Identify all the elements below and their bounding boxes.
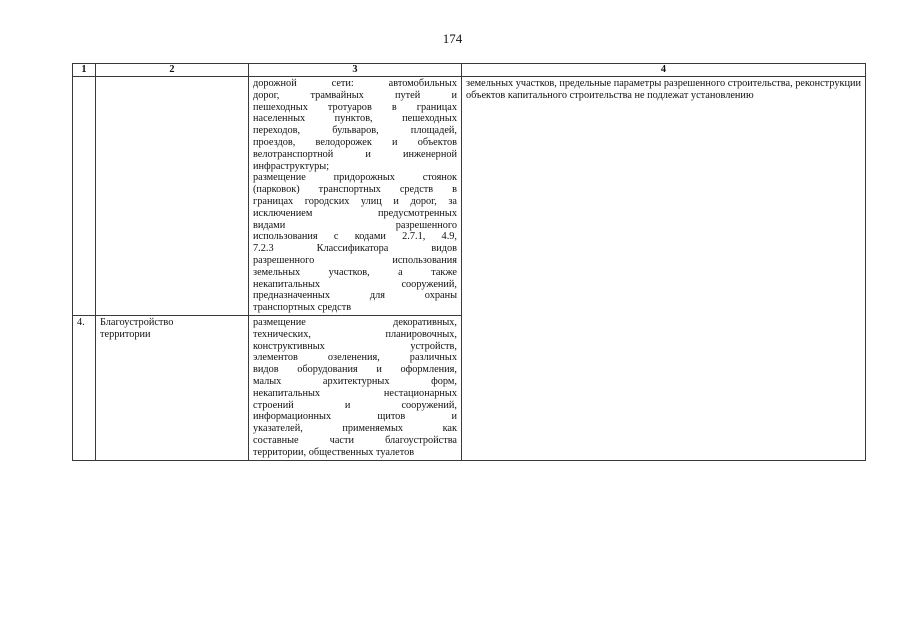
text-line: некапитальных нестационарных <box>253 387 457 399</box>
use-type-name-line: территории <box>100 328 151 340</box>
text-line: границах городских улиц и дорог, за <box>253 195 457 207</box>
parameters-cell: земельных участков, предельные параметры разрешенного строительства, реконструкции объектов капитального строительства не подлежат установлению <box>462 77 866 461</box>
text-line: предназначенных для охраны <box>253 290 457 302</box>
text-line: земельных участков, а также <box>253 266 457 278</box>
table-row-continued <box>73 77 866 316</box>
row-number: 4. <box>73 315 96 460</box>
text-line: территории, общественных туалетов <box>253 446 415 458</box>
text-line: пешеходных тротуаров в границах <box>253 101 457 113</box>
text-line: использования с кодами 2.7.1, 4.9, <box>253 231 457 243</box>
continued-number-cell <box>73 77 96 316</box>
regulations-table <box>72 63 866 461</box>
text-line: переходов, бульваров, площадей, <box>253 125 457 137</box>
text-line: видов оборудования и оформления, <box>253 364 457 376</box>
text-line: размещение декоративных, <box>253 316 457 328</box>
column-header-1: 1 <box>73 64 96 77</box>
page-number: 174 <box>442 31 463 46</box>
text-line: дорожной сети: автомобильных <box>253 78 457 89</box>
text-line: малых архитектурных форм, <box>253 375 457 387</box>
text-line: (парковок) транспортных средств в <box>253 184 457 196</box>
text-line: велотранспортной и инженерной <box>253 148 457 160</box>
text-line: информационных щитов и <box>253 411 457 423</box>
text-line: элементов озеленения, различных <box>253 352 457 364</box>
text-line: исключением предусмотренных <box>253 207 457 219</box>
text-line: некапитальных сооружений, <box>253 278 457 290</box>
text-line: разрешенного использования <box>253 254 457 266</box>
continued-description-cell <box>249 77 462 316</box>
text-line: видами разрешенного <box>253 219 457 231</box>
text-line: населенных пунктов, пешеходных <box>253 113 457 125</box>
use-type-name-line: Благоустройство <box>100 316 174 328</box>
text-line: составные части благоустройства <box>253 434 457 446</box>
column-header-2: 2 <box>96 64 249 77</box>
text-line: инфраструктуры; <box>253 160 330 172</box>
text-line: проездов, велодорожек и объектов <box>253 136 457 148</box>
use-type-name <box>96 315 249 460</box>
text-line: размещение придорожных стоянок <box>253 172 457 184</box>
table-header-row <box>73 64 866 77</box>
text-line: дорог, трамвайных путей и <box>253 89 457 101</box>
text-line: конструктивных устройств, <box>253 340 457 352</box>
use-description-cell <box>249 315 462 460</box>
text-line: указателей, применяемых как <box>253 423 457 435</box>
continued-name-cell <box>96 77 249 316</box>
column-header-4: 4 <box>462 64 866 77</box>
text-line: транспортных средств <box>253 302 352 314</box>
text-line: 7.2.3 Классификатора видов <box>253 243 457 255</box>
column-header-3: 3 <box>249 64 462 77</box>
text-line: строений и сооружений, <box>253 399 457 411</box>
text-line: технических, планировочных, <box>253 328 457 340</box>
